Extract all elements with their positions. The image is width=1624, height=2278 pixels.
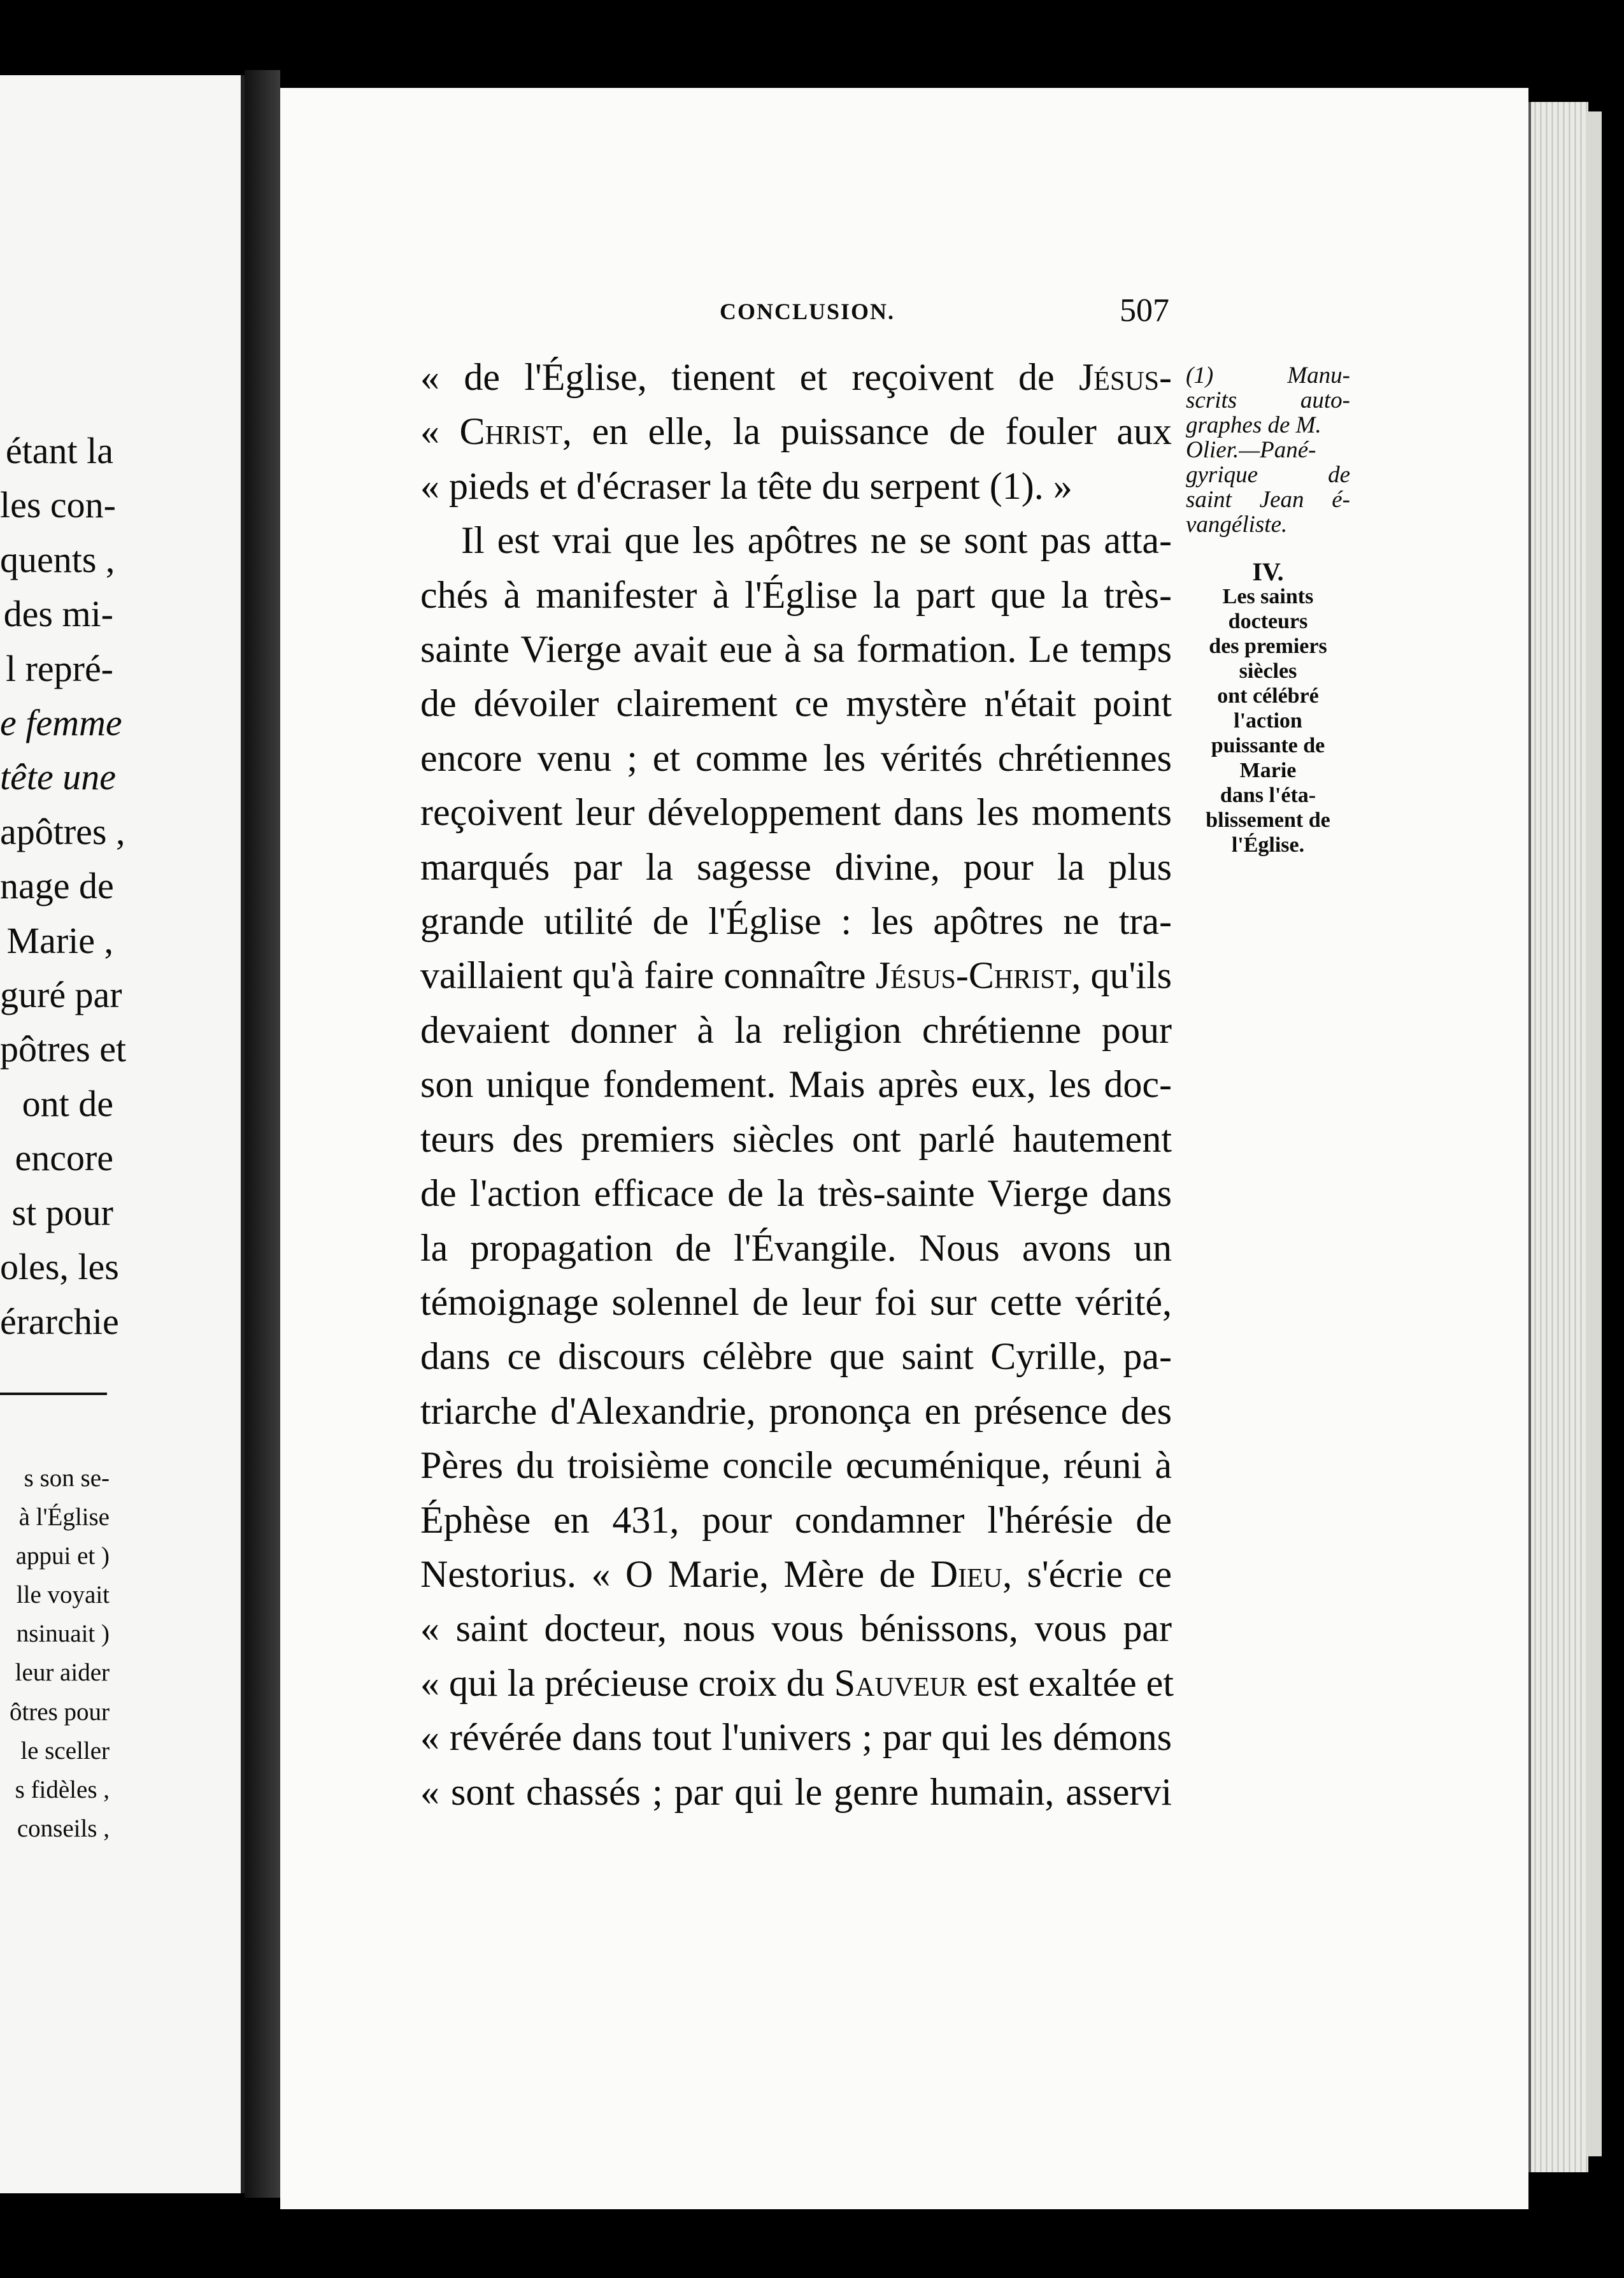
small-caps-word: Jésus-Christ [875,954,1072,997]
text-segment: « révérée dans tout l'univers ; par qui les démons [420,1716,1172,1759]
page-edges [1528,102,1588,2172]
sidenote-line: puissante de [1211,734,1325,757]
small-caps-word: Jésus- [1078,356,1172,398]
sidenote-line: siècles [1239,659,1297,683]
text-line [420,1221,1172,1275]
text-line [420,350,1172,405]
left-page-line: des mi- [3,593,113,635]
left-page-line: tête une [0,756,116,798]
text-segment: devaient donner à la religion chrétienne pour [420,1008,1172,1051]
text-segment: encore venu ; et comme les vérités chrétiennes [420,736,1172,779]
left-page [0,75,245,2193]
text-line [420,1601,1172,1656]
book-gutter [245,70,280,2198]
sidenote-line: l'action [1234,709,1302,733]
text-segment: de l'action efficace de la très-sainte Vierge dans [420,1172,1172,1215]
footnote-line: (1) Manu- [1186,362,1350,389]
left-page-line: ont de [22,1082,113,1124]
text-segment: Pères du troisième concile œcuménique, réuni à [420,1444,1172,1487]
text-segment: dans ce discours célèbre que saint Cyrille, pa- [420,1335,1172,1378]
text-line [420,894,1172,949]
text-segment: « saint docteur, nous vous bénissons, vous par [420,1607,1172,1650]
margin-sidenote [1186,559,1350,857]
left-page-note-line: s fidèles , [15,1775,110,1803]
text-segment: « de l'Église, tienent et reçoivent de [420,356,1079,398]
left-page-line: les con- [0,484,116,526]
text-line [420,568,1172,622]
left-page-line: l repré- [5,647,113,689]
left-page-note-line: lle voyait [16,1581,110,1609]
text-segment: teurs des premiers siècles ont parlé hautement [420,1117,1172,1160]
text-segment: sainte Vierge avait eue à sa formation. Le temps [420,628,1172,671]
left-page-note-line: leur aider [15,1659,110,1687]
text-line [420,949,1172,1003]
sidenote-line: ont célébré [1217,684,1319,708]
text-line [420,459,1172,513]
text-line [420,1057,1172,1112]
text-segment: Éphèse en 431, pour condamner l'hérésie de [420,1498,1172,1541]
left-page-line: oles, les [0,1246,119,1288]
sidenote-numeral: IV. [1252,557,1284,586]
left-page-line: Marie , [6,919,113,961]
text-line [420,1166,1172,1221]
page-number: 507 [1120,292,1169,329]
footnote-line: vangéliste. [1186,512,1288,538]
text-line [420,1112,1172,1166]
running-head [420,292,1172,336]
footnote-line: graphes de M. [1186,412,1321,438]
text-segment: est exaltée et [967,1661,1174,1704]
text-segment: « [420,410,460,453]
small-caps-word: Christ [459,410,562,453]
footnote-line: Olier.—Pané- [1186,437,1316,463]
left-page-note-line: appui et ) [15,1542,110,1570]
text-segment: triarche d'Alexandrie, prononça en présence des [420,1389,1172,1432]
text-line [420,677,1172,731]
footnote-rule [0,1393,107,1395]
left-page-text [0,424,127,1349]
left-page-note-line: nsinuait ) [16,1620,110,1648]
left-page-line: pôtres et [0,1028,127,1070]
text-segment: « pieds et d'écraser la tête du serpent (1). » [420,464,1072,507]
text-line [420,1003,1172,1057]
text-segment: , en elle, la puissance de fouler aux [562,410,1172,453]
footnote-line: gyrique de [1186,462,1350,488]
text-segment: de dévoiler clairement ce mystère n'était point [420,682,1172,725]
text-line [420,1765,1172,1819]
text-line [420,513,1172,568]
body-text [420,350,1172,1819]
left-page-line: e femme [0,702,122,744]
text-segment: grande utilité de l'Église : les apôtres ne tra- [420,900,1172,943]
text-segment: « sont chassés ; par qui le genre humain, asservi [420,1770,1172,1813]
sidenote-line: des premiers [1209,634,1327,658]
left-page-line: guré par [0,974,122,1016]
page-edge-outer [1586,111,1602,2156]
footnote-line: scrits auto- [1186,387,1350,413]
text-segment: « qui la précieuse croix du [420,1661,834,1704]
text-segment: , s'écrie ce [1002,1552,1172,1595]
text-segment: témoignage solennel de leur foi sur cette vérité, [420,1280,1172,1323]
text-segment: reçoivent leur développement dans les moments [420,791,1172,834]
left-page-line: érarchie [0,1300,119,1342]
left-page-line: encore [15,1137,113,1179]
left-page-line: apôtres , [0,810,125,852]
sidenote-line: Les saints [1222,585,1314,608]
left-page-note-line: conseils , [17,1814,110,1842]
text-segment: marqués par la sagesse divine, pour la plus [420,845,1172,888]
text-line [420,1547,1172,1601]
header-title: CONCLUSION. [720,299,895,324]
text-line [420,731,1172,785]
left-page-line: nage de [0,865,114,907]
sidenote-line: dans l'éta- [1220,784,1316,807]
sidenote-line: docteurs [1228,610,1308,633]
margin-footnote [1186,363,1350,537]
left-page-note-line: à l'Église [18,1503,110,1531]
small-caps-word: Sauveur [834,1661,967,1704]
left-page-notes [0,1459,110,1848]
text-line [420,1438,1172,1493]
text-line [420,1384,1172,1438]
text-line [420,405,1172,459]
left-page-note-line: s son se- [24,1465,110,1492]
text-segment: , qu'ils [1071,954,1172,997]
text-segment: Nestorius. « O Marie, Mère de [420,1552,930,1595]
text-line [420,622,1172,677]
left-page-note-line: ôtres pour [9,1698,110,1726]
sidenote-line: blissement de [1206,808,1330,832]
left-page-note-line: le sceller [20,1737,110,1765]
left-page-line: st pour [11,1191,113,1233]
text-segment: son unique fondement. Mais après eux, les doc- [420,1063,1172,1106]
text-line [420,1710,1172,1765]
text-line [420,840,1172,894]
text-line [420,1329,1172,1384]
text-line [420,1656,1172,1710]
left-page-line: quents , [0,538,115,580]
text-line [420,1493,1172,1547]
sidenote-line: Marie [1239,759,1297,782]
text-segment: vaillaient qu'à faire connaître [420,954,876,997]
text-segment: la propagation de l'Évangile. Nous avons un [420,1226,1172,1269]
text-segment: chés à manifester à l'Église la part que la très- [420,573,1172,616]
small-caps-word: Dieu [930,1552,1003,1595]
text-line [420,1275,1172,1329]
footnote-line: saint Jean é- [1186,487,1350,513]
text-line [420,785,1172,840]
text-segment: Il est vrai que les apôtres ne se sont pas atta- [461,519,1172,562]
sidenote-line: l'Église. [1231,833,1305,857]
left-page-line: étant la [5,430,113,471]
